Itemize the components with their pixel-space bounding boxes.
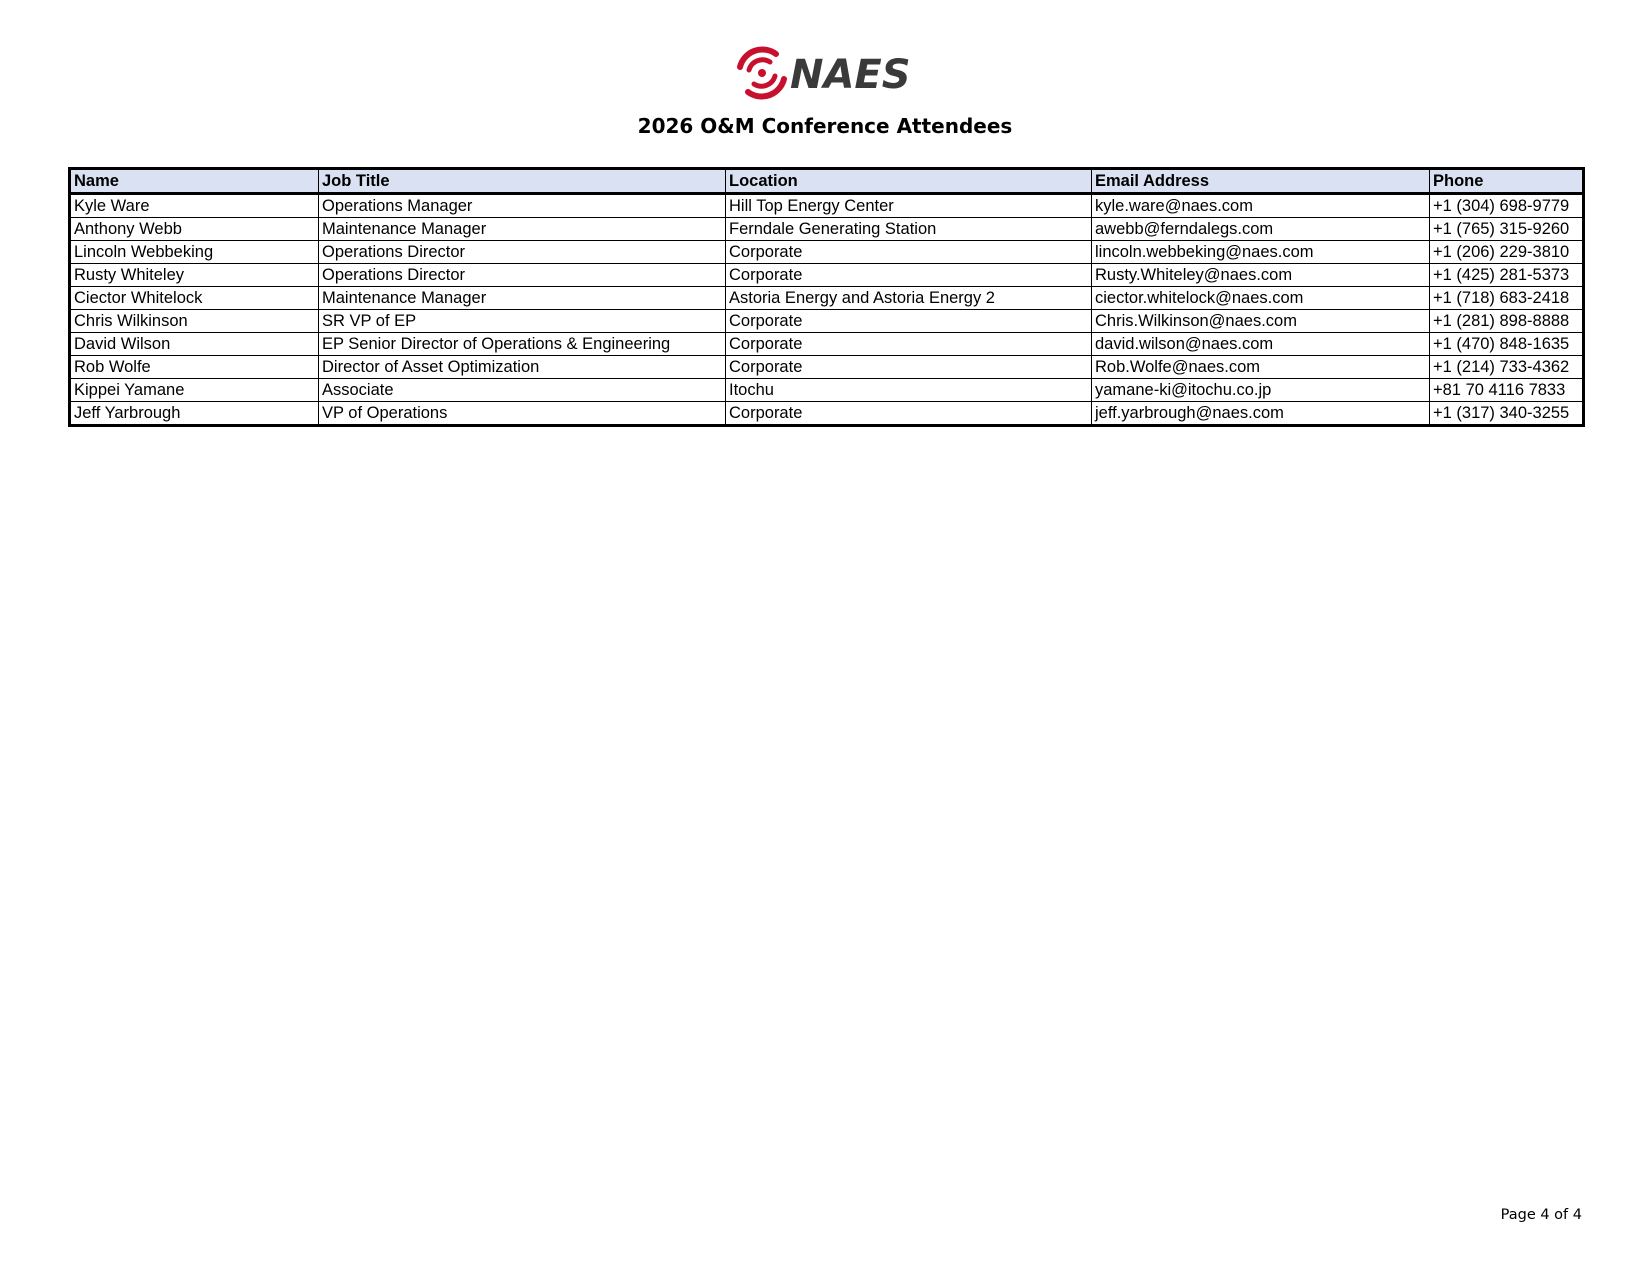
cell-name: David Wilson <box>70 333 319 356</box>
cell-job-title: SR VP of EP <box>319 310 726 333</box>
cell-phone: +1 (765) 315-9260 <box>1430 218 1584 241</box>
cell-location: Corporate <box>726 356 1092 379</box>
cell-location: Corporate <box>726 333 1092 356</box>
cell-name: Rusty Whiteley <box>70 264 319 287</box>
cell-location: Itochu <box>726 379 1092 402</box>
cell-location: Corporate <box>726 310 1092 333</box>
cell-email: ciector.whitelock@naes.com <box>1092 287 1430 310</box>
cell-email: jeff.yarbrough@naes.com <box>1092 402 1430 426</box>
table-row <box>70 402 1584 426</box>
cell-location: Corporate <box>726 264 1092 287</box>
cell-location: Hill Top Energy Center <box>726 194 1092 218</box>
cell-phone: +1 (281) 898-8888 <box>1430 310 1584 333</box>
cell-email: Rusty.Whiteley@naes.com <box>1092 264 1430 287</box>
table-row <box>70 264 1584 287</box>
column-header-location: Location <box>726 169 1092 194</box>
cell-name: Kyle Ware <box>70 194 319 218</box>
table-row <box>70 218 1584 241</box>
attendees-table <box>68 167 1585 427</box>
table-header-row <box>70 169 1584 194</box>
cell-job-title: Maintenance Manager <box>319 287 726 310</box>
cell-email: david.wilson@naes.com <box>1092 333 1430 356</box>
document-title: 2026 O&M Conference Attendees <box>637 114 1013 138</box>
cell-email: Rob.Wolfe@naes.com <box>1092 356 1430 379</box>
table-row <box>70 333 1584 356</box>
table-row <box>70 379 1584 402</box>
cell-job-title: EP Senior Director of Operations & Engineering <box>319 333 726 356</box>
cell-phone: +1 (317) 340-3255 <box>1430 402 1584 426</box>
cell-job-title: Maintenance Manager <box>319 218 726 241</box>
column-header-phone: Phone <box>1430 169 1584 194</box>
table-row <box>70 287 1584 310</box>
column-header-email: Email Address <box>1092 169 1430 194</box>
cell-job-title: VP of Operations <box>319 402 726 426</box>
cell-phone: +1 (214) 733-4362 <box>1430 356 1584 379</box>
cell-email: yamane-ki@itochu.co.jp <box>1092 379 1430 402</box>
cell-name: Ciector Whitelock <box>70 287 319 310</box>
cell-phone: +1 (718) 683-2418 <box>1430 287 1584 310</box>
cell-phone: +1 (425) 281-5373 <box>1430 264 1584 287</box>
table-row <box>70 241 1584 264</box>
cell-name: Lincoln Webbeking <box>70 241 319 264</box>
column-header-name: Name <box>70 169 319 194</box>
logo-text: NAES <box>790 52 911 98</box>
table-row <box>70 194 1584 218</box>
cell-name: Jeff Yarbrough <box>70 402 319 426</box>
swirl-logo-icon <box>732 42 922 104</box>
cell-email: kyle.ware@naes.com <box>1092 194 1430 218</box>
naes-logo <box>732 42 922 104</box>
cell-job-title: Operations Director <box>319 264 726 287</box>
cell-phone: +1 (206) 229-3810 <box>1430 241 1584 264</box>
cell-name: Anthony Webb <box>70 218 319 241</box>
column-header-job-title: Job Title <box>319 169 726 194</box>
cell-phone: +1 (470) 848-1635 <box>1430 333 1584 356</box>
cell-email: awebb@ferndalegs.com <box>1092 218 1430 241</box>
cell-location: Astoria Energy and Astoria Energy 2 <box>726 287 1092 310</box>
cell-job-title: Director of Asset Optimization <box>319 356 726 379</box>
cell-location: Corporate <box>726 402 1092 426</box>
cell-name: Rob Wolfe <box>70 356 319 379</box>
cell-phone: +1 (304) 698-9779 <box>1430 194 1584 218</box>
cell-job-title: Associate <box>319 379 726 402</box>
table-row <box>70 310 1584 333</box>
cell-email: lincoln.webbeking@naes.com <box>1092 241 1430 264</box>
cell-email: Chris.Wilkinson@naes.com <box>1092 310 1430 333</box>
table-row <box>70 356 1584 379</box>
cell-name: Chris Wilkinson <box>70 310 319 333</box>
cell-job-title: Operations Manager <box>319 194 726 218</box>
cell-location: Ferndale Generating Station <box>726 218 1092 241</box>
cell-location: Corporate <box>726 241 1092 264</box>
page-number: Page 4 of 4 <box>1500 1207 1582 1223</box>
cell-phone: +81 70 4116 7833 <box>1430 379 1584 402</box>
cell-name: Kippei Yamane <box>70 379 319 402</box>
cell-job-title: Operations Director <box>319 241 726 264</box>
